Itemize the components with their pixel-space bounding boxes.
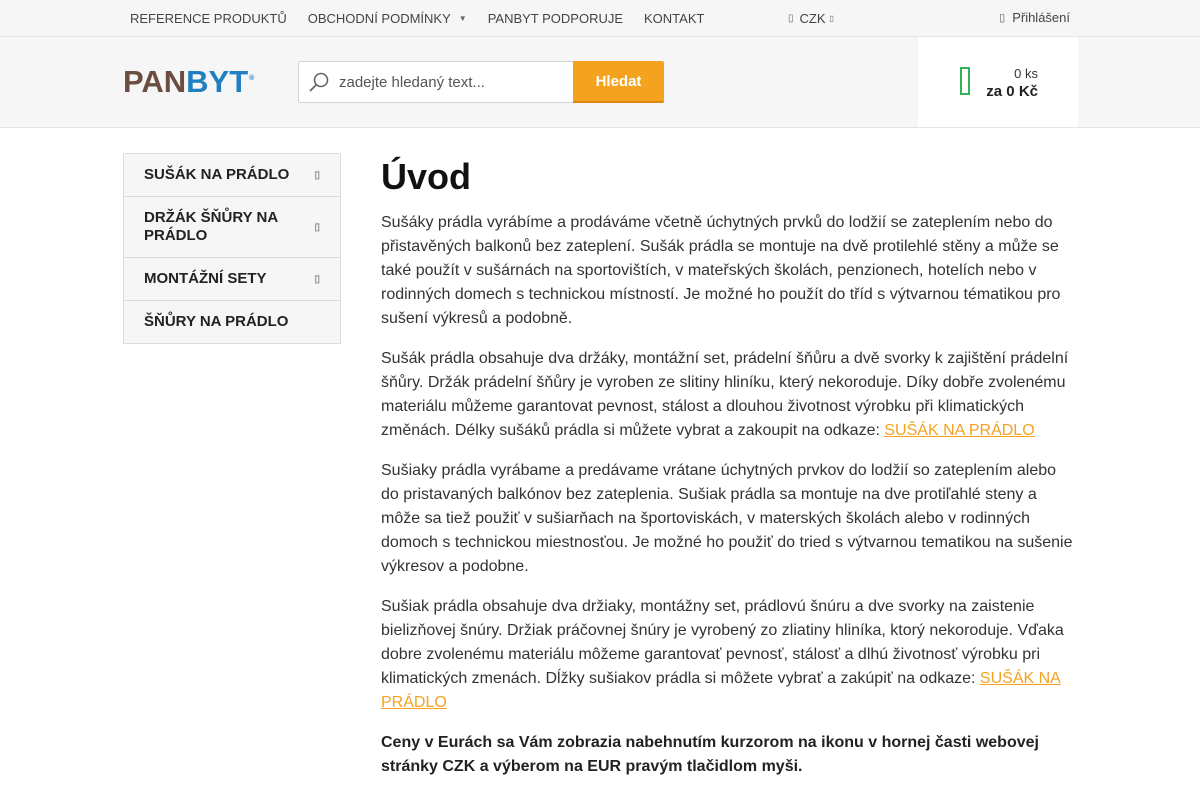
page-title: Úvod (381, 156, 471, 197)
nav-label: KONTAKT (644, 10, 705, 26)
chevron-right-icon: ▯ (314, 221, 320, 233)
nav-panbyt-podporuje[interactable] (480, 11, 636, 26)
cart-count: 0 ks (1014, 66, 1038, 81)
paragraph-4 (381, 595, 1077, 715)
currency-label: CZK (799, 10, 826, 26)
nav-reference-produktu[interactable] (122, 11, 300, 26)
header (0, 37, 1200, 128)
nav-obchodni-podminky[interactable] (300, 11, 480, 26)
login-label: Přihlášení (1012, 9, 1070, 25)
sidebar-item-drzak-snury[interactable] (124, 197, 340, 258)
nav-label: REFERENCE PRODUKTŮ (130, 10, 287, 26)
chevron-right-icon: ▯ (314, 273, 320, 285)
search-icon (299, 71, 339, 93)
price-note: Ceny v Eurách sa Vám zobrazia nabehnutím kurzorom na ikonu v hornej časti webovej stránky CZK a výberom na EUR pravým tlačidlom myši. (381, 734, 1039, 775)
logo-text-byt: BYT (186, 64, 249, 99)
search-button[interactable]: Hledat (573, 61, 664, 103)
nav-label: OBCHODNÍ PODMÍNKY (307, 10, 451, 26)
logo-registered-mark: ® (249, 75, 255, 82)
user-icon: ▯ (999, 11, 1006, 24)
chevron-right-icon: ▯ (314, 169, 320, 181)
paragraph-1: Sušáky prádla vyrábíme a prodáváme včetně úchytných prvků do lodžií se zateplením nebo do přistavěných balkonů bez zateplení. Sušák prádla se montuje na dvě protilehlé stěny a může se také použít v sušárnách na sportovištích, v mateřských školách, penzionech, hotelích nebo v rodinných domech s technickou místností. Je možné ho použít do tříd s výtvarnou tématikou pro sušení výkresů a podobně. (381, 214, 1061, 327)
link-susak-na-pradlo-sk[interactable]: SUŠÁK NA PRÁDLO (381, 670, 1061, 711)
paragraph-4-text: Sušiak prádla obsahuje dva držiaky, montážny set, prádlovú šnúru a dve svorky na zaistenie bielizňovej šnúry. Držiak práčovnej šnúry je vyrobený zo zliatiny hliníka, ktorý nekoroduje. Vďaka dobre zvolenému materiálu môžeme garantovať pevnosť, stálosť a dlhú životnosť výrobku pri klimatických zmenách. Dĺžky sušiakov prádla si môžete vybrať a zakúpiť na odkaze: (381, 598, 1064, 687)
sidebar-item-label: DRŽÁK ŠŇŮRY NA PRÁDLO (144, 209, 278, 244)
sidebar-item-susak-na-pradlo[interactable] (124, 154, 340, 197)
search-form (298, 61, 664, 103)
sidebar-item-snury-na-pradlo[interactable] (124, 301, 340, 343)
link-susak-na-pradlo[interactable]: SUŠÁK NA PRÁDLO (884, 422, 1035, 439)
currency-selector[interactable] (788, 0, 834, 36)
top-navigation (122, 0, 717, 36)
search-box (298, 61, 573, 103)
paragraph-2-text: Sušák prádla obsahuje dva držáky, montážní set, prádelní šňůru a dvě svorky k zajištění prádelní šňůry. Držák prádelní šňůry je vyroben ze slitiny hliníku, který nekoroduje. Díky dobře zvolenému materiálu můžeme garantovat pevnost, stálost a dlouhou životnost výrobku při klimatických změnách. Délky sušáků prádla si můžete vybrat a zakoupit na odkaze: (381, 350, 1069, 439)
chevron-down-icon: ▼ (458, 13, 467, 23)
sidebar-item-label: MONTÁŽNÍ SETY (144, 270, 267, 287)
nav-label: PANBYT PODPORUJE (487, 10, 624, 26)
chevron-down-icon: ▯ (829, 13, 834, 23)
main-content (381, 155, 1077, 795)
shopping-bag-icon (956, 63, 974, 104)
sidebar-item-label: ŠŇŮRY NA PRÁDLO (144, 313, 289, 330)
login-link[interactable] (999, 0, 1070, 34)
sidebar-item-label: SUŠÁK NA PRÁDLO (144, 166, 290, 183)
money-icon: ▯ (788, 12, 794, 24)
paragraph-2 (381, 347, 1077, 443)
category-sidebar (123, 153, 341, 344)
logo[interactable] (123, 64, 255, 99)
cart-price: za 0 Kč (986, 83, 1038, 100)
logo-text-pan: PAN (123, 64, 187, 99)
cart[interactable] (918, 37, 1078, 127)
top-bar (0, 0, 1200, 37)
sidebar-item-montazni-sety[interactable] (124, 258, 340, 301)
paragraph-3: Sušiaky prádla vyrábame a predávame vrátane úchytných prvkov do lodžií so zateplením alebo do pristavaných balkónov bez zateplenia. Sušiak prádla sa montuje na dve protiľahlé steny a môže sa tiež použiť v sušiarňach na športoviskách, v materských školách alebo v rodinných domoch s technickou miestnosťou. Je možné ho použiť do tried s výtvarnou tematikou na sušenie výkresov a podobne. (381, 462, 1073, 575)
nav-kontakt[interactable] (636, 11, 717, 26)
search-input[interactable] (339, 74, 559, 91)
